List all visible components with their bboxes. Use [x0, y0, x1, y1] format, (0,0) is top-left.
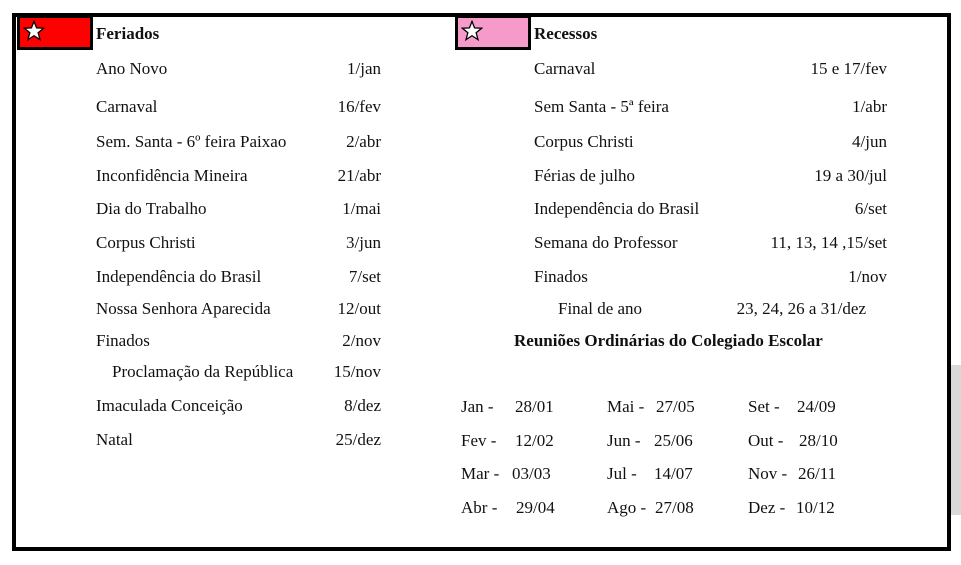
- meeting-date: 24/09: [797, 397, 836, 416]
- recesso-date: 19 a 30/jul: [814, 166, 887, 185]
- recesso-date: 6/set: [854, 199, 887, 218]
- meeting-month: Nov -: [748, 464, 788, 483]
- meeting-date: 27/05: [656, 397, 695, 416]
- meeting-month: Fev -: [461, 431, 497, 450]
- side-strip: [951, 365, 961, 515]
- recesso-date: 11, 13, 14 ,15/set: [770, 233, 887, 252]
- feriado-name: Ano Novo: [96, 59, 168, 78]
- meeting-date: 14/07: [654, 464, 693, 483]
- meeting-date: 27/08: [655, 498, 694, 517]
- feriado-date: 1/jan: [347, 59, 381, 78]
- recesso-name: Corpus Christi: [534, 132, 634, 151]
- meeting-date: 12/02: [515, 431, 554, 450]
- feriado-name: Natal: [96, 430, 133, 449]
- feriado-date: 2/abr: [346, 132, 381, 151]
- feriado-name: Corpus Christi: [96, 233, 196, 252]
- recessos-color-swatch: [455, 15, 531, 50]
- recesso-name: Férias de julho: [534, 166, 636, 185]
- recesso-date: 1/abr: [852, 97, 887, 116]
- recesso-date: 1/nov: [848, 267, 887, 286]
- meeting-month: Jan -: [461, 397, 494, 416]
- meeting-month: Ago -: [607, 498, 647, 517]
- recesso-date: 4/jun: [852, 132, 887, 151]
- feriado-name: Dia do Trabalho: [96, 199, 207, 218]
- recesso-name: Semana do Professor: [534, 233, 678, 252]
- meeting-month: Dez -: [748, 498, 786, 517]
- feriado-name: Nossa Senhora Aparecida: [96, 299, 271, 318]
- meeting-month: Mar -: [461, 464, 500, 483]
- recesso-name: Independência do Brasil: [534, 199, 700, 218]
- meeting-date: 26/11: [798, 464, 837, 483]
- feriado-name: Independência do Brasil: [96, 267, 262, 286]
- feriados-title: Feriados: [96, 24, 160, 43]
- recesso-date: 15 e 17/fev: [810, 59, 887, 78]
- recesso-date: 23, 24, 26 a 31/dez: [736, 299, 866, 318]
- star-icon: [461, 20, 483, 42]
- recessos-title: Recessos: [534, 24, 598, 43]
- feriado-name: Imaculada Conceição: [96, 396, 243, 415]
- feriado-name: Inconfidência Mineira: [96, 166, 248, 185]
- feriado-date: 3/jun: [346, 233, 381, 252]
- feriado-name: Proclamação da República: [112, 362, 294, 381]
- meeting-date: 10/12: [796, 498, 835, 517]
- meeting-date: 03/03: [512, 464, 551, 483]
- feriado-date: 7/set: [348, 267, 381, 286]
- meeting-date: 25/06: [654, 431, 693, 450]
- meeting-date: 28/01: [515, 397, 554, 416]
- star-icon: [23, 20, 45, 42]
- feriado-date: 16/fev: [337, 97, 381, 116]
- recesso-name: Final de ano: [558, 299, 643, 318]
- meeting-date: 29/04: [516, 498, 555, 517]
- meeting-month: Abr -: [461, 498, 498, 517]
- meeting-month: Out -: [748, 431, 784, 450]
- feriado-name: Carnaval: [96, 97, 158, 116]
- feriado-date: 21/abr: [337, 166, 381, 185]
- meeting-month: Mai -: [607, 397, 645, 416]
- feriado-date: 12/out: [337, 299, 381, 318]
- recesso-name: Sem Santa - 5ª feira: [534, 97, 669, 116]
- feriados-color-swatch: [17, 15, 93, 50]
- meeting-month: Jul -: [607, 464, 637, 483]
- feriado-date: 25/dez: [335, 430, 381, 449]
- feriado-name: Finados: [96, 331, 150, 350]
- feriado-date: 2/nov: [342, 331, 381, 350]
- recesso-name: Carnaval: [534, 59, 596, 78]
- meeting-month: Set -: [748, 397, 780, 416]
- reunioes-title: Reuniões Ordinárias do Colegiado Escolar: [514, 331, 823, 350]
- feriado-name: Sem. Santa - 6º feira Paixao: [96, 132, 287, 151]
- feriado-date: 1/mai: [342, 199, 381, 218]
- meeting-month: Jun -: [607, 431, 641, 450]
- meeting-date: 28/10: [799, 431, 838, 450]
- recesso-name: Finados: [534, 267, 588, 286]
- feriado-date: 15/nov: [333, 362, 381, 381]
- feriado-date: 8/dez: [344, 396, 381, 415]
